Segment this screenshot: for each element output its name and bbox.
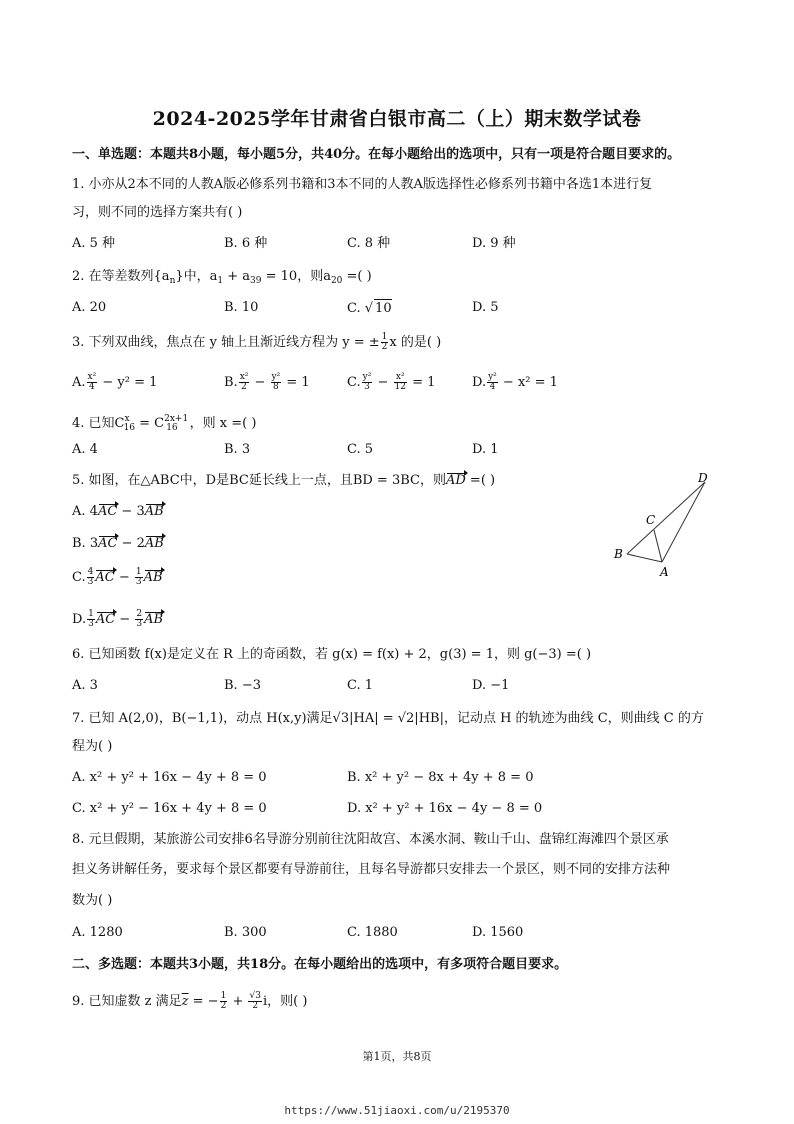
page-footer: 第1页，共8页 bbox=[362, 1050, 432, 1063]
q1-option-a: A. 5 种 bbox=[72, 236, 116, 251]
q1-option-b: B. 6 种 bbox=[224, 236, 268, 251]
q1-line2: 习，则不同的选择方案共有( ) bbox=[72, 205, 243, 220]
q4-stem: 4. 已知$C^x_{16} = C^{2x+1}_{16}$ ，则 x =( ) bbox=[72, 414, 257, 433]
q7-option-c: C. x² + y² − 16x + 4y + 8 = 0 bbox=[72, 801, 267, 816]
q8-option-a: A. 1280 bbox=[72, 925, 123, 940]
q5-option-a: A. 4AC − 3AB bbox=[72, 504, 164, 519]
line-ca bbox=[654, 530, 662, 562]
q1-line1: 1. 小亦从2本不同的人教A版必修系列书籍和3本不同的人教A版选择性必修系列书籍中各选1本进行复 bbox=[72, 177, 653, 192]
q7-line2: 程为( ) bbox=[72, 739, 113, 754]
q5-option-c: C. $\frac{4}{3}$ AC − $\frac{1}{3}$ AB bbox=[72, 567, 163, 587]
section-1-heading: 一、单选题：本题共8小题，每小题5分，共40分。在每小题给出的选项中，只有一项是符合题目要求的。 bbox=[72, 147, 681, 162]
q3-option-c: C. $\frac{\text{y²}}{3}$ − $\frac{\text{x²}}{12}$ = 1 bbox=[347, 372, 436, 392]
q2-stem: 2. 在等差数列$\{a_n\}$中，$a_1 + a_{39} = 10$，则$a_{20}$ =( ) bbox=[72, 269, 372, 286]
q4-option-b: B. 3 bbox=[224, 442, 251, 457]
triangle-figure bbox=[610, 470, 720, 580]
q1-option-c: C. 8 种 bbox=[347, 236, 391, 251]
q6-option-d: D. −1 bbox=[472, 678, 510, 693]
q5-stem: 5. 如图，在△ABC中，D是BC延长线上一点，且BD = 3BC，则AD =( ) bbox=[72, 473, 496, 488]
q8-option-d: D. 1560 bbox=[472, 925, 524, 940]
label-c: C bbox=[646, 513, 656, 527]
q2-option-b: B. 10 bbox=[224, 300, 259, 315]
q3-option-b: B. $\frac{\text{x²}}{2}$ − $\frac{\text{y²}}{8}$ = 1 bbox=[224, 372, 310, 392]
q1-option-d: D. 9 种 bbox=[472, 236, 516, 251]
q3-option-d: D. $\frac{\text{y²}}{4}$ − x² = 1 bbox=[472, 372, 558, 392]
q5-option-b: B. 3AC − 2AB bbox=[72, 536, 164, 551]
label-b: B bbox=[614, 547, 623, 561]
q8-option-b: B. 300 bbox=[224, 925, 267, 940]
label-d: D bbox=[698, 471, 708, 485]
label-a: A bbox=[660, 565, 669, 579]
q8-option-c: C. 1880 bbox=[347, 925, 398, 940]
q8-line3: 数为( ) bbox=[72, 893, 113, 908]
watermark-url: https://www.51jiaoxi.com/u/2195370 bbox=[284, 1104, 510, 1117]
q6-stem: 6. 已知函数 f(x)是定义在 R 上的奇函数，若 g(x) = f(x) + 2，g(3) = 1，则 g(−3) =( ) bbox=[72, 647, 592, 662]
q8-line2: 担义务讲解任务，要求每个景区都要有导游前往，且每名导游都只安排去一个景区，则不同的安排方法种 bbox=[72, 862, 671, 877]
q2-option-a: A. 20 bbox=[72, 300, 107, 315]
q5-option-d: D. $\frac{1}{3}$ AC − $\frac{2}{3}$ AB bbox=[72, 609, 164, 629]
q6-option-a: A. 3 bbox=[72, 678, 98, 693]
q4-option-d: D. 1 bbox=[472, 442, 499, 457]
line-ad bbox=[662, 482, 705, 562]
q7-option-b: B. x² + y² − 8x + 4y + 8 = 0 bbox=[347, 770, 534, 785]
section-2-heading: 二、多选题：本题共3小题，共18分。在每小题给出的选项中，有多项符合题目要求。 bbox=[72, 957, 568, 972]
q9-stem: 9. 已知虚数 z 满足$\overline{z}$ = − $\frac{1}{2}$ + $\frac{√3}{2}$ i，则( ) bbox=[72, 991, 308, 1011]
q7-line1: 7. 已知 A(2,0)，B(−1,1)，动点 H(x,y)满足√3|HA| = √2|HB|，记动点 H 的轨迹为曲线 C，则曲线 C 的方 bbox=[72, 711, 704, 726]
q4-option-a: A. 4 bbox=[72, 442, 98, 457]
q6-option-b: B. −3 bbox=[224, 678, 261, 693]
q2-option-d: D. 5 bbox=[472, 300, 499, 315]
q3-stem: 3. 下列双曲线，焦点在 y 轴上且渐近线方程为 y = ± $\frac{1}{2}$ x 的是( ) bbox=[72, 332, 442, 352]
q2-option-c: C. √ 10 bbox=[347, 301, 392, 316]
q7-option-d: D. x² + y² + 16x − 4y − 8 = 0 bbox=[347, 801, 543, 816]
q4-option-c: C. 5 bbox=[347, 442, 374, 457]
line-bd bbox=[627, 482, 705, 554]
q6-option-c: C. 1 bbox=[347, 678, 374, 693]
page-title: 2024-2025学年甘肃省白银市高二（上）期末数学试卷 bbox=[152, 108, 642, 130]
q8-line1: 8. 元旦假期，某旅游公司安排6名导游分别前往沈阳故宫、本溪水洞、鞍山千山、盘锦红海滩四个景区承 bbox=[72, 832, 669, 847]
q7-option-a: A. x² + y² + 16x − 4y + 8 = 0 bbox=[72, 770, 267, 785]
line-ba bbox=[627, 554, 662, 562]
q3-option-a: A. $\frac{\text{x²}}{4}$ − y² = 1 bbox=[72, 372, 158, 392]
